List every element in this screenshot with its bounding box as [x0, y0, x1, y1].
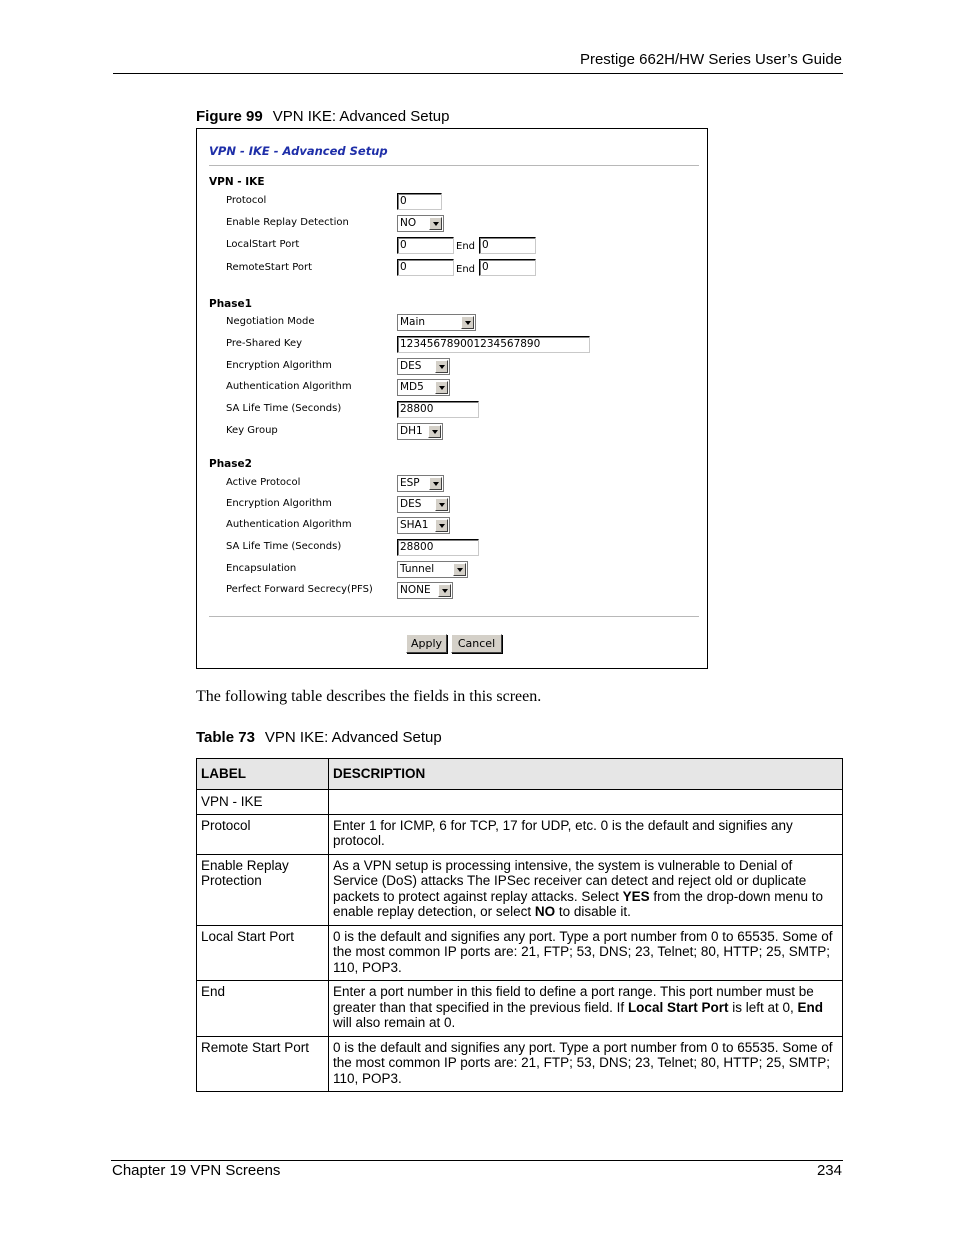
chevron-down-icon[interactable]	[461, 316, 474, 329]
chevron-down-icon[interactable]	[428, 425, 441, 438]
table-caption-label: Table 73	[196, 729, 255, 746]
desc-bold-local-start-port: Local Start Port	[627, 999, 729, 1015]
title-divider	[209, 165, 699, 167]
apply-button[interactable]: Apply	[406, 634, 447, 653]
desc-text: will also remain at 0.	[333, 1015, 456, 1030]
figure-caption-text: VPN IKE: Advanced Setup	[272, 108, 450, 125]
pfs-value: NONE	[400, 584, 431, 596]
row-label: Protocol	[197, 814, 329, 854]
field-description-table	[196, 758, 843, 1092]
chevron-down-icon[interactable]	[438, 584, 451, 597]
table-row	[197, 854, 843, 925]
p2-encryption-select[interactable]	[397, 496, 450, 513]
pfs-label: Perfect Forward Secrecy(PFS)	[226, 584, 373, 595]
local-start-port-input[interactable]: 0	[397, 237, 454, 254]
negotiation-mode-label: Negotiation Mode	[226, 316, 315, 327]
row-description: 0 is the default and signifies any port. Type a port number from 0 to 65535. Some of the most common IP ports are: 21, FTP; 53, DNS; 23, Telnet; 80, HTTP; 25, SMTP; 110, POP3.	[329, 1036, 843, 1092]
desc-bold-yes: YES	[622, 888, 650, 904]
key-group-value: DH1	[400, 425, 423, 437]
local-start-port-label: LocalStart Port	[226, 239, 300, 250]
remote-end-label: End	[456, 264, 476, 275]
protocol-input[interactable]: 0	[397, 193, 442, 210]
negotiation-mode-select[interactable]	[397, 314, 476, 331]
chevron-down-icon[interactable]	[435, 519, 448, 532]
row-description	[329, 854, 843, 925]
section-phase2: Phase2	[209, 458, 252, 470]
replay-detection-label: Enable Replay Detection	[226, 217, 349, 228]
button-divider	[209, 616, 699, 618]
chevron-down-icon[interactable]	[435, 360, 448, 373]
p2-encryption-value: DES	[400, 498, 422, 510]
vpn-ike-advanced-setup-screen	[196, 128, 708, 669]
p1-authentication-value: MD5	[400, 381, 424, 393]
key-group-label: Key Group	[226, 425, 278, 436]
desc-text: As a VPN setup is processing intensive, the system is vulnerable to Denial of Service (DoS) attacks The IPSec receiver can detect and reject old or duplicate packets to protect against replay attacks. Select	[333, 857, 807, 904]
cancel-button[interactable]: Cancel	[451, 634, 502, 653]
row-label: End	[197, 981, 329, 1037]
page-header-title: Prestige 662H/HW Series User’s Guide	[579, 51, 842, 68]
section-vpn-ike: VPN - IKE	[209, 176, 265, 188]
p1-sa-life-time-label: SA Life Time (Seconds)	[226, 403, 342, 414]
figure-caption	[196, 108, 449, 125]
desc-bold-no: NO	[534, 904, 556, 919]
encapsulation-select[interactable]	[397, 561, 468, 578]
footer-rule	[111, 1160, 843, 1161]
table-row	[197, 1036, 843, 1092]
pre-shared-key-label: Pre-Shared Key	[226, 338, 303, 349]
p1-encryption-label: Encryption Algorithm	[226, 360, 332, 371]
row-label: VPN - IKE	[197, 790, 329, 815]
encapsulation-label: Encapsulation	[226, 563, 297, 574]
screen-title: VPN - IKE - Advanced Setup	[209, 144, 388, 158]
remote-start-port-label: RemoteStart Port	[226, 262, 313, 273]
table-row	[197, 814, 843, 854]
chevron-down-icon[interactable]	[435, 381, 448, 394]
local-end-label: End	[456, 241, 476, 252]
negotiation-mode-value: Main	[400, 316, 426, 328]
label-column-header: LABEL	[197, 759, 329, 790]
section-phase1: Phase1	[209, 298, 252, 310]
p2-authentication-select[interactable]	[397, 517, 450, 534]
desc-text: is left at 0,	[728, 999, 798, 1015]
remote-end-port-input[interactable]: 0	[479, 259, 536, 276]
row-label: Remote Start Port	[197, 1036, 329, 1092]
remote-start-port-input[interactable]: 0	[397, 259, 454, 276]
replay-detection-select[interactable]	[397, 215, 444, 232]
p2-encryption-label: Encryption Algorithm	[226, 498, 332, 509]
row-label: Local Start Port	[197, 925, 329, 981]
table-row	[197, 925, 843, 981]
chevron-down-icon[interactable]	[429, 477, 442, 490]
desc-text: from the drop-down menu to enable replay detection, or select	[333, 888, 824, 919]
desc-text: Enter a port number in this field to define a port range. This port number must be greater than that specified in the previous field. If	[333, 984, 814, 1015]
p2-sa-life-time-input[interactable]: 28800	[397, 539, 479, 556]
pre-shared-key-input[interactable]: 12345678900123456789​0	[397, 336, 590, 353]
footer-page-number: 234	[816, 1162, 842, 1179]
protocol-label: Protocol	[226, 195, 267, 206]
table-caption-text: VPN IKE: Advanced Setup	[264, 729, 442, 746]
local-end-port-input[interactable]: 0	[479, 237, 536, 254]
p1-sa-life-time-input[interactable]: 28800	[397, 401, 479, 418]
table-header-row	[197, 759, 843, 790]
desc-bold-end: End	[797, 999, 823, 1015]
row-label: Enable Replay Protection	[197, 854, 329, 925]
p2-authentication-value: SHA1	[400, 519, 429, 531]
p1-encryption-value: DES	[400, 360, 422, 372]
active-protocol-value: ESP	[400, 477, 420, 489]
desc-text: to disable it.	[555, 904, 631, 919]
active-protocol-select[interactable]	[397, 475, 444, 492]
chevron-down-icon[interactable]	[429, 217, 442, 230]
footer-chapter: Chapter 19 VPN Screens	[112, 1162, 281, 1179]
intro-paragraph: The following table describes the fields in this screen.	[196, 688, 542, 705]
header-rule	[113, 73, 843, 74]
p2-authentication-label: Authentication Algorithm	[226, 519, 352, 530]
p1-authentication-select[interactable]	[397, 379, 450, 396]
key-group-select[interactable]	[397, 423, 443, 440]
row-description	[329, 790, 843, 815]
row-description	[329, 981, 843, 1037]
p2-sa-life-time-label: SA Life Time (Seconds)	[226, 541, 342, 552]
active-protocol-label: Active Protocol	[226, 477, 301, 488]
p1-encryption-select[interactable]	[397, 358, 450, 375]
encapsulation-value: Tunnel	[400, 563, 435, 575]
table-row	[197, 981, 843, 1037]
row-description: Enter 1 for ICMP, 6 for TCP, 17 for UDP, etc. 0 is the default and signifies any protocol.	[329, 814, 843, 854]
chevron-down-icon[interactable]	[435, 498, 448, 511]
p1-authentication-label: Authentication Algorithm	[226, 381, 352, 392]
table-row	[197, 790, 843, 815]
row-description: 0 is the default and signifies any port. Type a port number from 0 to 65535. Some of the most common IP ports are: 21, FTP; 53, DNS; 23, Telnet; 80, HTTP; 25, SMTP; 110, POP3.	[329, 925, 843, 981]
pfs-select[interactable]	[397, 582, 453, 599]
replay-detection-value: NO	[400, 217, 417, 229]
chevron-down-icon[interactable]	[453, 563, 466, 576]
description-column-header: DESCRIPTION	[329, 759, 843, 790]
table-caption	[196, 729, 442, 746]
figure-caption-label: Figure 99	[196, 108, 263, 125]
